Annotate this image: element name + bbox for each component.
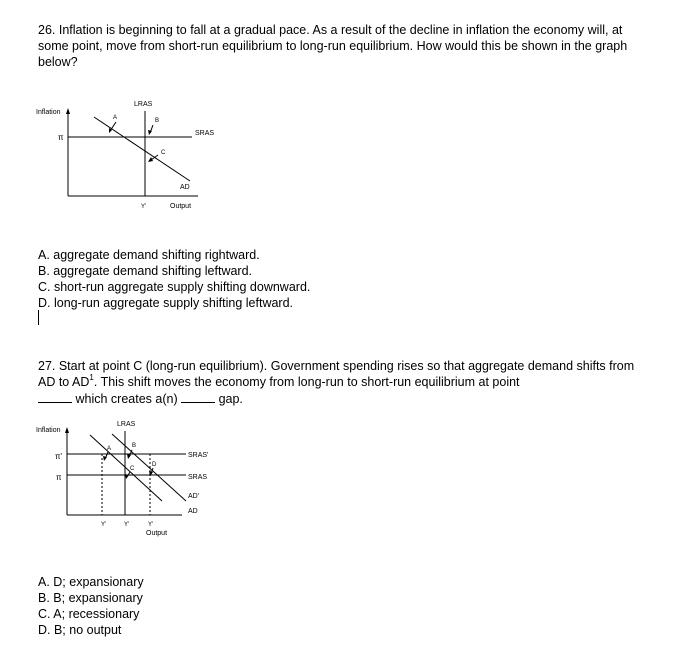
point-d-label: D bbox=[152, 462, 157, 468]
pi-label: π bbox=[58, 133, 64, 142]
q27-blank-gap[interactable] bbox=[181, 390, 215, 403]
ad-prime-line bbox=[112, 434, 186, 501]
ad-label: AD bbox=[188, 508, 198, 515]
q27-option-c[interactable]: C. A; recessionary bbox=[38, 607, 140, 621]
q27-text-part2: . This shift moves the economy from long-run to short-run equilibrium at point bbox=[93, 375, 520, 389]
inflation-axis-label: Inflation bbox=[36, 109, 61, 116]
ad-prime-label: AD' bbox=[188, 493, 200, 500]
question-27-graph bbox=[30, 415, 230, 545]
q27-option-a[interactable]: A. D; expansionary bbox=[38, 575, 144, 589]
pi-label: π bbox=[56, 473, 62, 482]
y3-label: Y' bbox=[148, 522, 154, 528]
point-a-label: A bbox=[107, 446, 112, 452]
q27-option-d[interactable]: D. B; no output bbox=[38, 623, 122, 637]
ad-label: AD bbox=[180, 184, 190, 191]
q27-ad1-sup: 1 bbox=[89, 373, 94, 382]
question-27-text bbox=[38, 358, 638, 407]
point-c-arrowhead bbox=[148, 157, 153, 162]
output-label: Output bbox=[170, 203, 192, 210]
point-c-label: C bbox=[161, 150, 166, 156]
q27-text-part1: 27. Start at point C (long-run equilibrium). Government spending rises so that aggregate demand shifts from AD to AD bbox=[38, 359, 635, 389]
y2-label: Y' bbox=[124, 522, 130, 528]
pi-prime-label: π' bbox=[55, 452, 63, 461]
text-cursor bbox=[38, 310, 39, 325]
y1-label: Y' bbox=[101, 522, 107, 528]
y-prime-label: Y' bbox=[141, 204, 147, 210]
point-b-label: B bbox=[132, 443, 137, 449]
q26-option-d[interactable]: D. long-run aggregate supply shifting leftward. bbox=[38, 296, 294, 310]
inflation-axis-label: Inflation bbox=[36, 427, 61, 434]
ad-line bbox=[90, 435, 162, 501]
ad-line bbox=[94, 117, 190, 181]
lras-label: LRAS bbox=[117, 421, 136, 428]
point-b-arrowhead bbox=[148, 130, 152, 135]
q26-option-c[interactable]: C. short-run aggregate supply shifting downward. bbox=[38, 280, 311, 294]
sras-prime-label: SRAS' bbox=[188, 452, 209, 459]
output-label: Output bbox=[146, 530, 168, 537]
q27-text-part4: gap. bbox=[218, 392, 243, 406]
point-b-label: B bbox=[155, 118, 160, 124]
point-c-label: C bbox=[130, 466, 135, 472]
q27-option-b[interactable]: B. B; expansionary bbox=[38, 591, 143, 605]
q26-option-b[interactable]: B. aggregate demand shifting leftward. bbox=[38, 264, 253, 278]
q27-text-part3: which creates a(n) bbox=[75, 392, 178, 406]
question-26-graph bbox=[30, 95, 230, 215]
point-a-label: A bbox=[113, 115, 118, 121]
sras-label: SRAS bbox=[188, 474, 208, 481]
sras-label: SRAS bbox=[195, 130, 215, 137]
q27-blank-point[interactable] bbox=[38, 390, 72, 403]
q26-option-a[interactable]: A. aggregate demand shifting rightward. bbox=[38, 248, 260, 262]
lras-label: LRAS bbox=[134, 101, 153, 108]
question-26-text: 26. Inflation is beginning to fall at a gradual pace. As a result of the decline in inflation the economy will, at some point, move from short-run equilibrium to long-run equilibrium. How would this be shown in the graph below? bbox=[38, 23, 628, 69]
